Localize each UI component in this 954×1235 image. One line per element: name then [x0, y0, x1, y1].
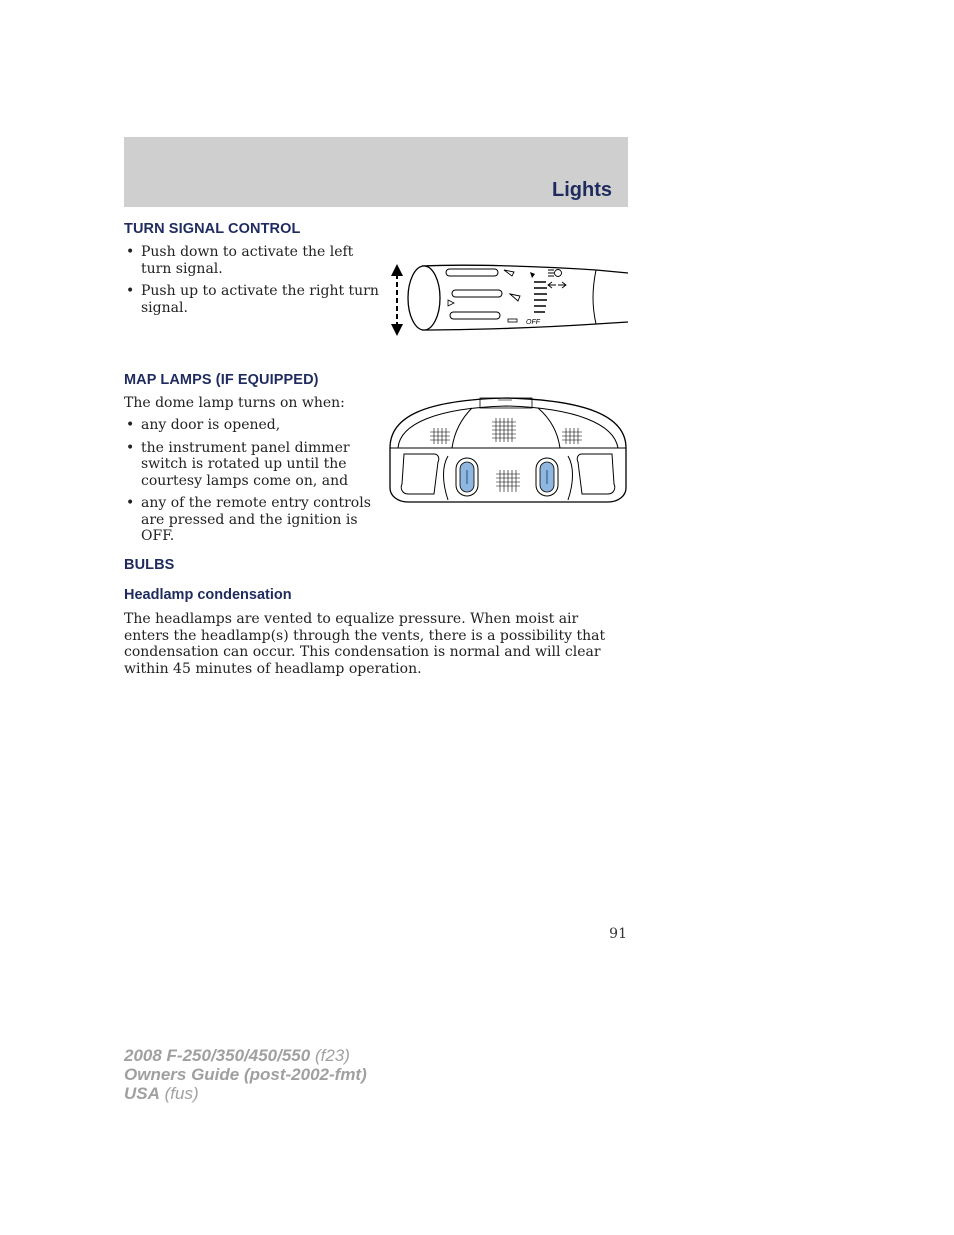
- map-lamps-intro: The dome lamp turns on when:: [124, 395, 345, 411]
- footer-market-code: (fus): [164, 1084, 199, 1103]
- headlamp-condensation-paragraph: The headlamps are vented to equalize pressure. When moist air enters the headlamp(s) through the vents, there is a possibility that condensation can occur. This condensation is normal and will clear within 45 minutes of headlamp operation.: [124, 611, 606, 677]
- high-beam-icon: [548, 270, 562, 277]
- list-item: • Push down to activate the left turn signal.: [124, 244, 379, 277]
- footer-line-guide: [124, 1065, 367, 1084]
- wiper-icon: [510, 294, 520, 301]
- footer-line-model: [124, 1046, 367, 1065]
- footer-line-market: [124, 1084, 367, 1103]
- wiper-icon: [504, 270, 514, 276]
- turn-signal-stalk-illustration: [386, 260, 630, 340]
- page-number: 91: [609, 926, 627, 942]
- map-lamp-console-illustration: [386, 396, 630, 504]
- map-lamps-list: [124, 417, 374, 545]
- turn-arrows-icon: [548, 282, 566, 288]
- document-footer: [124, 1046, 367, 1103]
- footer-model: 2008 F-250/350/450/550: [124, 1046, 311, 1065]
- bulbs-heading: BULBS: [124, 557, 175, 573]
- list-item: • any door is opened,: [124, 417, 374, 434]
- footer-market: USA: [124, 1084, 160, 1103]
- section-header: [124, 137, 628, 207]
- turn-signal-list: [124, 244, 379, 316]
- up-down-arrow-icon: [391, 264, 403, 336]
- list-item: • Push up to activate the right turn signal.: [124, 283, 379, 316]
- map-lamps-heading: MAP LAMPS (IF EQUIPPED): [124, 372, 319, 388]
- footer-guide: Owners Guide (post-2002-fmt): [124, 1065, 367, 1084]
- footer-model-code: (f23): [314, 1046, 350, 1065]
- off-label: OFF: [526, 319, 540, 326]
- turn-signal-heading: TURN SIGNAL CONTROL: [124, 221, 301, 237]
- section-title: Lights: [552, 179, 612, 201]
- list-item: • any of the remote entry controls are pressed and the ignition is OFF.: [124, 495, 374, 545]
- headlamp-condensation-heading: Headlamp condensation: [124, 587, 292, 603]
- list-item: • the instrument panel dimmer switch is rotated up until the courtesy lamps come on, and: [124, 440, 374, 490]
